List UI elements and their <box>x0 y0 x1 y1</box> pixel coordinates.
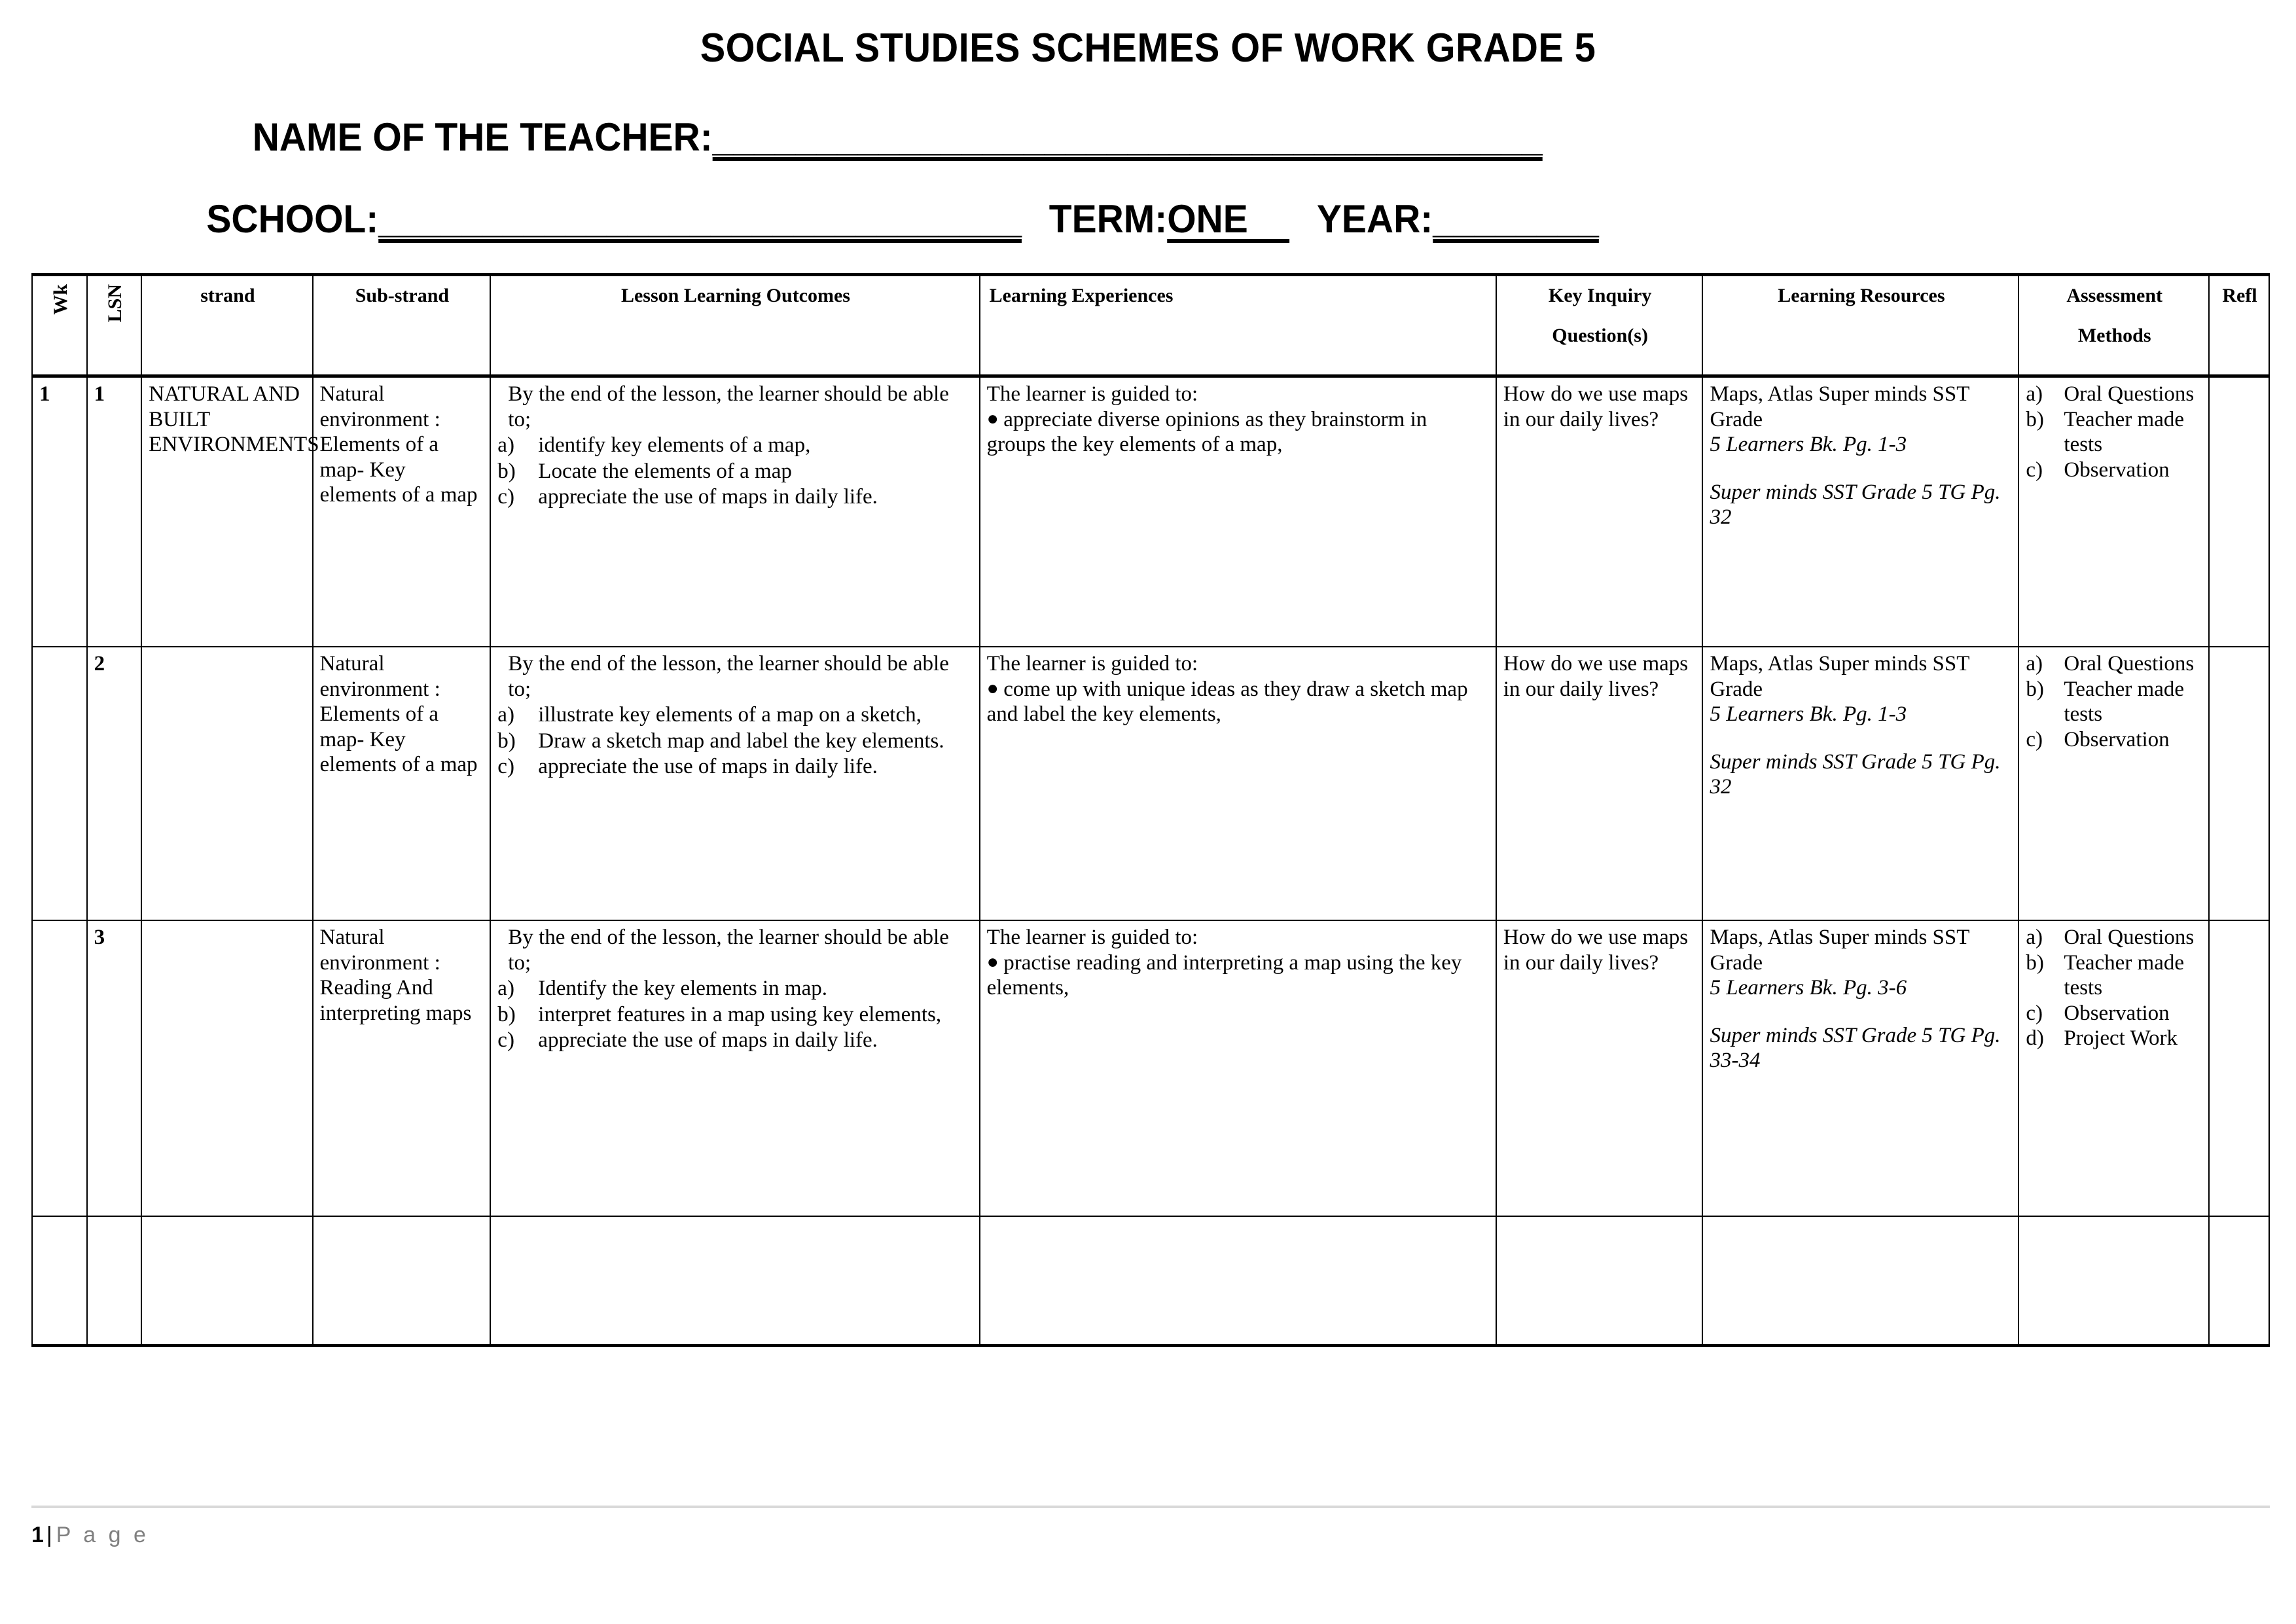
llo-item-label: c) <box>497 485 514 509</box>
assessment-method-item <box>2026 407 2203 458</box>
key-inquiry-line-1: Key Inquiry <box>1548 285 1652 306</box>
assessment-method-label: a) <box>2026 652 2043 676</box>
school-term-year-line <box>0 196 2181 242</box>
assessment-method-item <box>2026 382 2203 407</box>
table-body <box>32 376 2269 1346</box>
column-header-lesson-learning-outcomes: Lesson Learning Outcomes <box>490 275 979 376</box>
assessment-method-text: Oral Questions <box>2064 382 2195 406</box>
cell-learning-experiences[interactable] <box>980 920 1496 1216</box>
assessment-method-label: a) <box>2026 926 2043 949</box>
assessment-method-text: Observation <box>2064 458 2170 482</box>
footer-divider <box>31 1506 2270 1508</box>
cell-assessment-methods[interactable] <box>2018 1216 2209 1346</box>
cell-key-inquiry-question[interactable]: How do we use maps in our daily lives? <box>1496 376 1703 647</box>
llo-item-label: b) <box>497 729 516 753</box>
resource-spacer <box>1710 458 2013 480</box>
column-header-lsn <box>87 275 142 376</box>
assessment-methods-line-1: Assessment <box>2066 285 2162 306</box>
llo-item <box>497 459 973 484</box>
resource-learners-book: 5 Learners Bk. Pg. 3-6 <box>1710 976 1907 1000</box>
assessment-method-label: b) <box>2026 950 2044 975</box>
cell-sub-strand[interactable]: Natural environment : Reading And interpreting maps <box>313 920 491 1216</box>
assessment-method-item <box>2026 458 2203 483</box>
teacher-name-blank[interactable]: ________________________________________ <box>712 115 1543 159</box>
column-header-assessment-methods <box>2018 275 2209 376</box>
assessment-method-item <box>2026 727 2203 753</box>
learning-experiences-intro: The learner is guided to: <box>986 926 1198 949</box>
bullet-icon: ● <box>986 950 1004 973</box>
page-title: SOCIAL STUDIES SCHEMES OF WORK GRADE 5 <box>700 26 1596 71</box>
bullet-icon: ● <box>986 407 1004 429</box>
assessment-method-text: Project Work <box>2064 1026 2178 1051</box>
resource-spacer <box>1710 727 2013 749</box>
assessment-methods-line-2: Methods <box>2077 325 2151 347</box>
llo-item <box>497 729 973 754</box>
school-blank[interactable]: _______________________________ <box>378 197 1022 241</box>
cell-sub-strand[interactable]: Natural environment : Elements of a map- Key elements of a map <box>313 647 491 920</box>
table-header-row <box>32 275 2269 376</box>
llo-item <box>497 976 973 1001</box>
cell-reflection[interactable] <box>2209 376 2269 647</box>
cell-lesson-learning-outcomes[interactable] <box>490 376 979 647</box>
resource-teachers-guide: Super minds SST Grade 5 TG Pg. 33-34 <box>1710 1023 2001 1073</box>
llo-item <box>497 754 973 780</box>
llo-intro: By the end of the lesson, the learner should be able to; <box>508 382 949 431</box>
cell-assessment-methods[interactable] <box>2018 920 2209 1216</box>
cell-lesson-learning-outcomes[interactable] <box>490 1216 979 1346</box>
cell-learning-resources[interactable] <box>1702 1216 2018 1346</box>
llo-item-label: c) <box>497 755 514 779</box>
teacher-name-line <box>0 115 2181 160</box>
table-row <box>32 920 2269 1216</box>
llo-item-label: a) <box>497 703 514 727</box>
learning-experiences-intro: The learner is guided to: <box>986 652 1198 676</box>
assessment-method-label: d) <box>2026 1026 2044 1051</box>
llo-item-text: Identify the key elements in map. <box>538 977 827 1001</box>
llo-item-label: b) <box>497 1002 516 1026</box>
column-header-wk <box>32 275 87 376</box>
cell-reflection[interactable] <box>2209 1216 2269 1346</box>
footer-separator: | <box>46 1523 52 1547</box>
cell-reflection[interactable] <box>2209 920 2269 1216</box>
cell-key-inquiry-question[interactable] <box>1496 1216 1703 1346</box>
cell-strand[interactable] <box>141 1216 312 1346</box>
key-inquiry-line-2: Question(s) <box>1552 325 1648 347</box>
assessment-method-item <box>2026 925 2203 950</box>
column-header-wk-label: Wk <box>49 284 71 315</box>
assessment-method-text: Oral Questions <box>2064 652 2195 676</box>
resource-plain: Maps, Atlas Super minds SST Grade <box>1710 926 1969 975</box>
cell-lesson-learning-outcomes[interactable] <box>490 920 979 1216</box>
llo-item <box>497 1028 973 1053</box>
llo-item <box>497 484 973 510</box>
cell-strand[interactable] <box>141 647 312 920</box>
cell-sub-strand[interactable] <box>313 1216 491 1346</box>
term-label: TERM: <box>1049 197 1168 241</box>
cell-learning-resources[interactable] <box>1702 376 2018 647</box>
assessment-method-text: Teacher made tests <box>2064 677 2185 727</box>
learning-experiences-intro: The learner is guided to: <box>986 382 1198 406</box>
learning-experience-bullet: ● come up with unique ideas as they draw a sketch map and label the key elements, <box>986 677 1468 727</box>
cell-strand[interactable] <box>141 920 312 1216</box>
assessment-method-text: Teacher made tests <box>2064 407 2185 457</box>
llo-item-text: identify key elements of a map, <box>538 433 811 458</box>
assessment-method-item <box>2026 950 2203 1001</box>
footer-page-indicator <box>31 1523 2265 1548</box>
cell-lesson-number[interactable]: 3 <box>87 920 142 1216</box>
llo-item-text: Locate the elements of a map <box>538 459 792 483</box>
resource-plain: Maps, Atlas Super minds SST Grade <box>1710 382 1969 431</box>
cell-key-inquiry-question[interactable]: How do we use maps in our daily lives? <box>1496 647 1703 920</box>
llo-item-text: illustrate key elements of a map on a sketch, <box>538 703 922 727</box>
llo-item-text: appreciate the use of maps in daily life. <box>538 755 878 779</box>
cell-lesson-number[interactable] <box>87 1216 142 1346</box>
column-header-refl: Refl <box>2209 275 2269 376</box>
assessment-method-text: Observation <box>2064 727 2170 751</box>
table-row <box>32 1216 2269 1346</box>
llo-item-label: b) <box>497 459 516 483</box>
assessment-method-text: Teacher made tests <box>2064 950 2185 1000</box>
llo-item-label: a) <box>497 433 514 458</box>
cell-lesson-number[interactable]: 2 <box>87 647 142 920</box>
assessment-method-label: c) <box>2026 727 2043 751</box>
llo-intro: By the end of the lesson, the learner should be able to; <box>508 652 949 701</box>
llo-intro: By the end of the lesson, the learner should be able to; <box>508 926 949 975</box>
footer-page-word: P a g e <box>56 1523 149 1547</box>
resource-teachers-guide: Super minds SST Grade 5 TG Pg. 32 <box>1710 480 2001 530</box>
learning-experience-bullet: ● practise reading and interpreting a map using the key elements, <box>986 950 1462 1000</box>
column-header-lsn-label: LSN <box>104 284 126 323</box>
cell-assessment-methods[interactable] <box>2018 376 2209 647</box>
llo-item-label: c) <box>497 1028 514 1053</box>
assessment-method-label: c) <box>2026 1001 2043 1025</box>
cell-learning-experiences[interactable] <box>980 376 1496 647</box>
assessment-method-item <box>2026 651 2203 677</box>
cell-learning-resources[interactable] <box>1702 647 2018 920</box>
resource-spacer <box>1710 1001 2013 1023</box>
cell-reflection[interactable] <box>2209 647 2269 920</box>
table-row <box>32 376 2269 647</box>
cell-assessment-methods[interactable] <box>2018 647 2209 920</box>
school-label: SCHOOL: <box>206 197 379 241</box>
year-label: YEAR: <box>1316 197 1433 241</box>
resource-plain: Maps, Atlas Super minds SST Grade <box>1710 652 1969 701</box>
column-header-key-inquiry-questions <box>1496 275 1703 376</box>
term-value[interactable]: ONE <box>1167 197 1290 241</box>
cell-week[interactable] <box>32 920 87 1216</box>
column-header-strand: strand <box>141 275 312 376</box>
column-header-sub-strand: Sub-strand <box>313 275 491 376</box>
resource-learners-book: 5 Learners Bk. Pg. 1-3 <box>1710 702 1907 727</box>
llo-item <box>497 1002 973 1028</box>
resource-learners-book: 5 Learners Bk. Pg. 1-3 <box>1710 433 1907 457</box>
cell-week[interactable] <box>32 1216 87 1346</box>
cell-learning-experiences[interactable] <box>980 1216 1496 1346</box>
page-footer <box>31 1506 2265 1548</box>
assessment-method-text: Oral Questions <box>2064 926 2195 949</box>
column-header-learning-experiences: Learning Experiences <box>980 275 1496 376</box>
cell-sub-strand[interactable]: Natural environment : Elements of a map- Key elements of a map <box>313 376 491 647</box>
assessment-method-item <box>2026 677 2203 727</box>
llo-item-text: Draw a sketch map and label the key elements. <box>538 729 944 753</box>
cell-lesson-number[interactable]: 1 <box>87 376 142 647</box>
llo-item <box>497 702 973 728</box>
llo-item <box>497 433 973 458</box>
assessment-method-label: b) <box>2026 677 2044 701</box>
assessment-method-item <box>2026 1001 2203 1026</box>
bullet-icon: ● <box>986 677 1004 699</box>
assessment-method-label: c) <box>2026 458 2043 482</box>
cell-learning-resources[interactable] <box>1702 920 2018 1216</box>
year-blank[interactable]: ________ <box>1433 197 1599 241</box>
learning-experience-bullet: ● appreciate diverse opinions as they brainstorm in groups the key elements of a map, <box>986 407 1427 457</box>
llo-item-text: appreciate the use of maps in daily life. <box>538 1028 878 1053</box>
assessment-method-label: b) <box>2026 407 2044 431</box>
cell-learning-experiences[interactable] <box>980 647 1496 920</box>
cell-lesson-learning-outcomes[interactable] <box>490 647 979 920</box>
resource-teachers-guide: Super minds SST Grade 5 TG Pg. 32 <box>1710 749 2001 799</box>
column-header-learning-resources: Learning Resources <box>1702 275 2018 376</box>
cell-key-inquiry-question[interactable]: How do we use maps in our daily lives? <box>1496 920 1703 1216</box>
llo-item-text: interpret features in a map using key elements, <box>538 1002 942 1026</box>
llo-item-label: a) <box>497 977 514 1001</box>
assessment-method-text: Observation <box>2064 1001 2170 1025</box>
schemes-of-work-table <box>31 273 2270 1347</box>
footer-page-number: 1 <box>31 1523 44 1547</box>
cell-week[interactable]: 1 <box>32 376 87 647</box>
cell-strand[interactable]: NATURAL AND BUILT ENVIRONMENTS <box>141 376 312 647</box>
table-row <box>32 647 2269 920</box>
llo-item-text: appreciate the use of maps in daily life. <box>538 485 878 509</box>
teacher-name-label: NAME OF THE TEACHER: <box>252 115 713 159</box>
assessment-method-label: a) <box>2026 382 2043 406</box>
cell-week[interactable] <box>32 647 87 920</box>
assessment-method-item <box>2026 1026 2203 1051</box>
